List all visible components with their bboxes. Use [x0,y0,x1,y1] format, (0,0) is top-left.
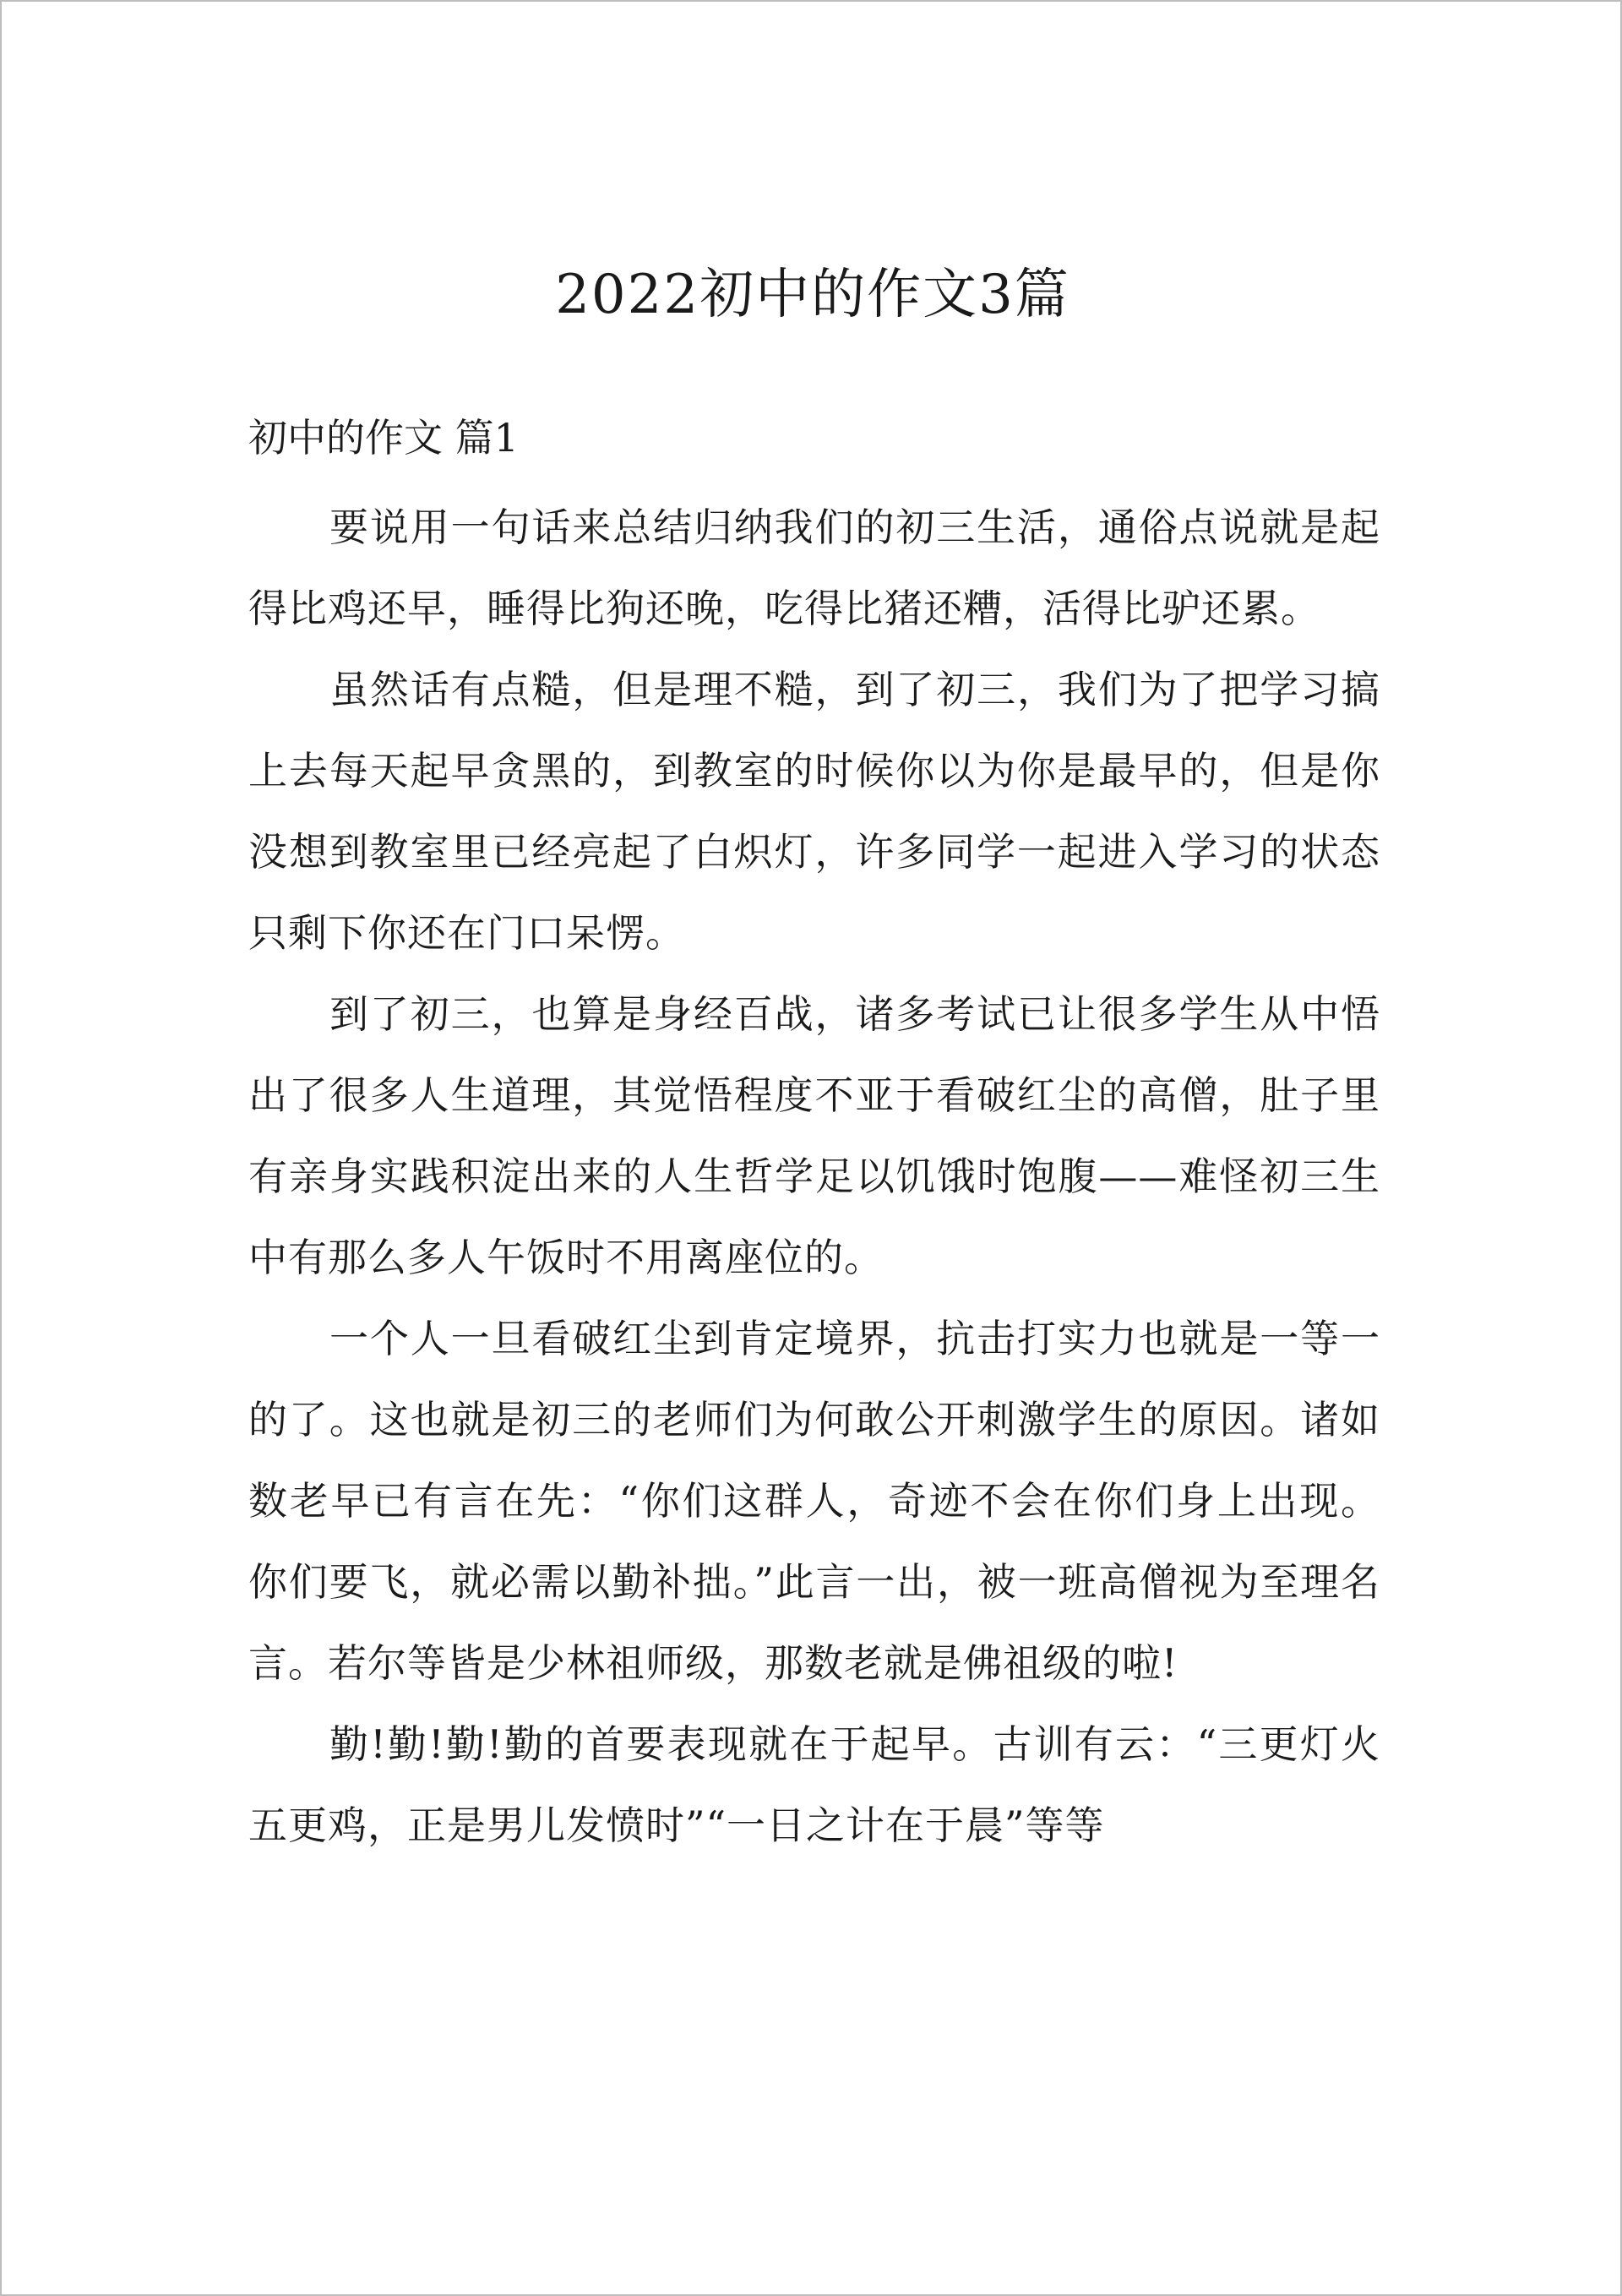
paragraph: 到了初三，也算是身经百战，诸多考试已让很多学生从中悟出了很多人生道理，其觉悟程度不亚于看破红尘的高僧，肚子里有亲身实践积淀出来的人生哲学足以饥饿时饱腹——难怪初三生中有那么多人午饭时不用离座位的。 [248,991,1380,1280]
paragraph: 勤!勤!勤!勤的首要表现就在于起早。古训有云：“三更灯火五更鸡，正是男儿发愤时”“一日之计在于晨”等等 [248,1721,1380,1848]
section-heading: 初中的作文 篇1 [248,415,519,461]
paragraph: 虽然话有点糙，但是理不糙，到了初三，我们为了把学习搞上去每天起早贪黑的，到教室的时候你以为你是最早的，但是你没想到教室里已经亮起了白炽灯，许多同学一起进入学习的状态只剩下你还在门口呆愣。 [248,667,1380,956]
document-title: 2022初中的作文3篇 [555,264,1070,326]
paragraph: 要说用一句话来总结归纳我们的初三生活，通俗点说就是起得比鸡还早，睡得比狗还晚，吃得比猪还糟，活得比驴还累。 [248,504,1380,631]
paragraph: 一个人一旦看破红尘到肯定境界，抗击打实力也就是一等一的了。这也就是初三的老师们为何敢公开刺激学生的原因。诸如数老早已有言在先：“你们这群人，奇迹不会在你们身上出现。你们要飞，就必需以勤补拙。”此言一出，被一班高僧视为至理名言。若尔等皆是少林祖师级，那数老就是佛祖级的啦! [248,1316,1380,1686]
body-text [248,487,1380,1866]
